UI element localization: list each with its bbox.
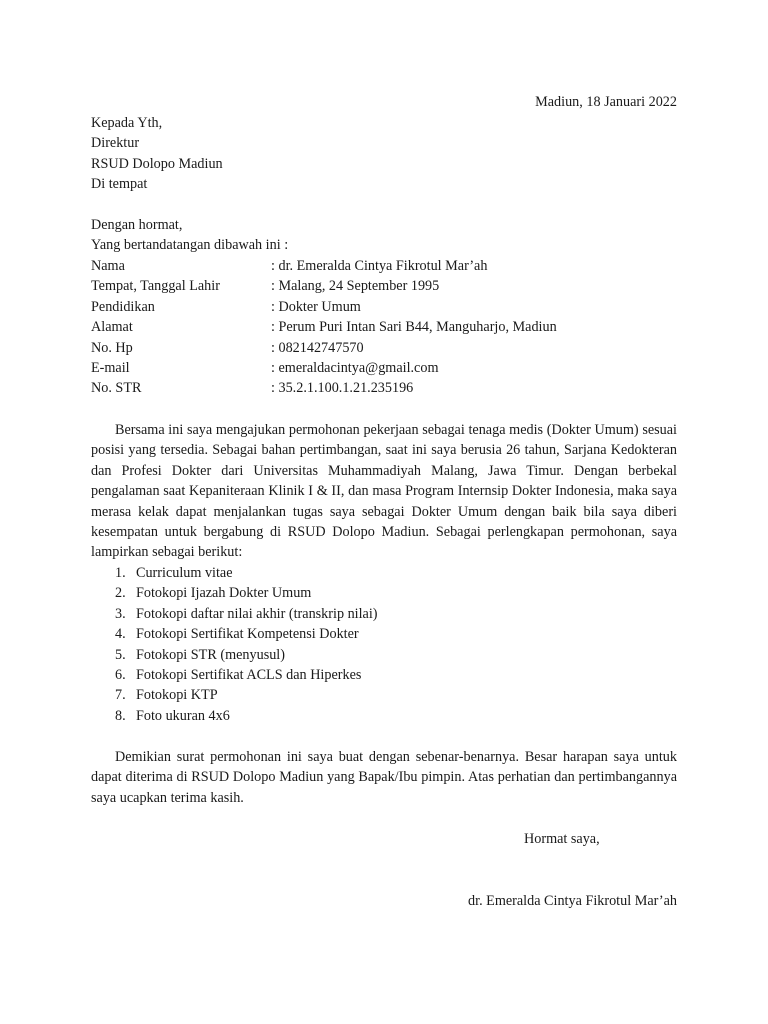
detail-value: : Dokter Umum — [271, 298, 361, 315]
detail-label: Tempat, Tanggal Lahir — [91, 278, 220, 295]
detail-value: : dr. Emeralda Cintya Fikrotul Mar’ah — [271, 258, 488, 274]
detail-label: No. Hp — [91, 339, 133, 356]
list-item — [91, 604, 378, 624]
detail-label: Alamat — [91, 319, 133, 336]
detail-value: : Malang, 24 September 1995 — [271, 278, 440, 295]
recipient-salutation: Kepada Yth, — [91, 115, 163, 131]
body-paragraph-1: Bersama ini saya mengajukan permohonan pekerjaan sebagai tenaga medis (Dokter Umum) sesuai posisi yang tersedia. Sebagai bahan pertimbangan, saat ini saya berusia 26 tahun, Sarjana Kedokteran dan Profesi Dokter dari Universitas Muhammadiyah Malang, Jawa Timur. Dengan berbekal pengalaman saat Kepaniteraan Klinik I & II, dan masa Program Internsip Dokter Indonesia, maka saya merasa kelak dapat menjalankan tugas saya sebagai Dokter Umum dengan baik bila saya diberi kesempatan untuk bergabung di RSUD Dolopo Madiun. Sebagai perlengkapan permohonan, saya lampirkan sebagai berikut: — [91, 422, 677, 561]
list-item — [91, 665, 378, 685]
list-item — [91, 706, 378, 726]
closing-line: Hormat saya, — [524, 831, 600, 847]
detail-value: : 35.2.1.100.1.21.235196 — [271, 380, 414, 397]
detail-value: : emeraldacintya@gmail.com — [271, 359, 439, 376]
detail-label: No. STR — [91, 380, 142, 397]
list-number: 8. — [115, 707, 126, 724]
list-number: 5. — [115, 646, 126, 663]
list-text: Fotokopi STR (menyusul) — [136, 646, 285, 663]
applicant-details — [91, 256, 681, 399]
detail-label: Nama — [91, 258, 125, 274]
detail-label: Pendidikan — [91, 298, 155, 315]
list-text: Foto ukuran 4x6 — [136, 707, 230, 724]
list-number: 7. — [115, 687, 126, 704]
detail-row-education — [91, 297, 681, 317]
date-line: Madiun, 18 Januari 2022 — [535, 94, 677, 110]
list-text: Fotokopi Sertifikat Kompetensi Dokter — [136, 626, 359, 643]
list-text: Fotokopi Ijazah Dokter Umum — [136, 585, 312, 602]
list-item — [91, 624, 378, 644]
list-number: 2. — [115, 585, 126, 602]
list-number: 3. — [115, 605, 126, 622]
list-item — [91, 685, 378, 705]
detail-row-email — [91, 358, 681, 378]
list-number: 6. — [115, 666, 126, 683]
detail-label: E-mail — [91, 359, 130, 376]
recipient-title: Direktur — [91, 135, 140, 152]
detail-row-birth — [91, 276, 681, 296]
list-number: 1. — [115, 565, 126, 581]
detail-row-address — [91, 317, 681, 337]
intro-line: Yang bertandatangan dibawah ini : — [91, 237, 289, 254]
body-paragraph-2: Demikian surat permohonan ini saya buat dengan sebenar-benarnya. Besar harapan saya untuk dapat diterima di RSUD Dolopo Madiun yang Bapak/Ibu pimpin. Atas perhatian dan pertimbangannya saya ucapkan terima kasih. — [91, 749, 677, 806]
list-text: Fotokopi KTP — [136, 687, 218, 704]
list-item — [91, 563, 378, 583]
detail-row-phone — [91, 338, 681, 358]
detail-value: : Perum Puri Intan Sari B44, Manguharjo, Madiun — [271, 319, 557, 336]
signer-name: dr. Emeralda Cintya Fikrotul Mar’ah — [468, 893, 677, 909]
greeting: Dengan hormat, — [91, 217, 183, 233]
detail-value: : 082142747570 — [271, 339, 364, 356]
greeting-block — [91, 215, 288, 256]
recipient-block — [91, 113, 223, 195]
recipient-location: Di tempat — [91, 176, 148, 193]
attachments-list — [91, 563, 378, 726]
list-text: Fotokopi Sertifikat ACLS dan Hiperkes — [136, 666, 362, 683]
recipient-institution: RSUD Dolopo Madiun — [91, 155, 223, 172]
detail-row-name — [91, 256, 681, 276]
list-number: 4. — [115, 626, 126, 643]
list-item — [91, 583, 378, 603]
list-item — [91, 645, 378, 665]
list-text: Fotokopi daftar nilai akhir (transkrip nilai) — [136, 605, 378, 622]
list-text: Curriculum vitae — [136, 565, 233, 581]
detail-row-str — [91, 378, 681, 398]
